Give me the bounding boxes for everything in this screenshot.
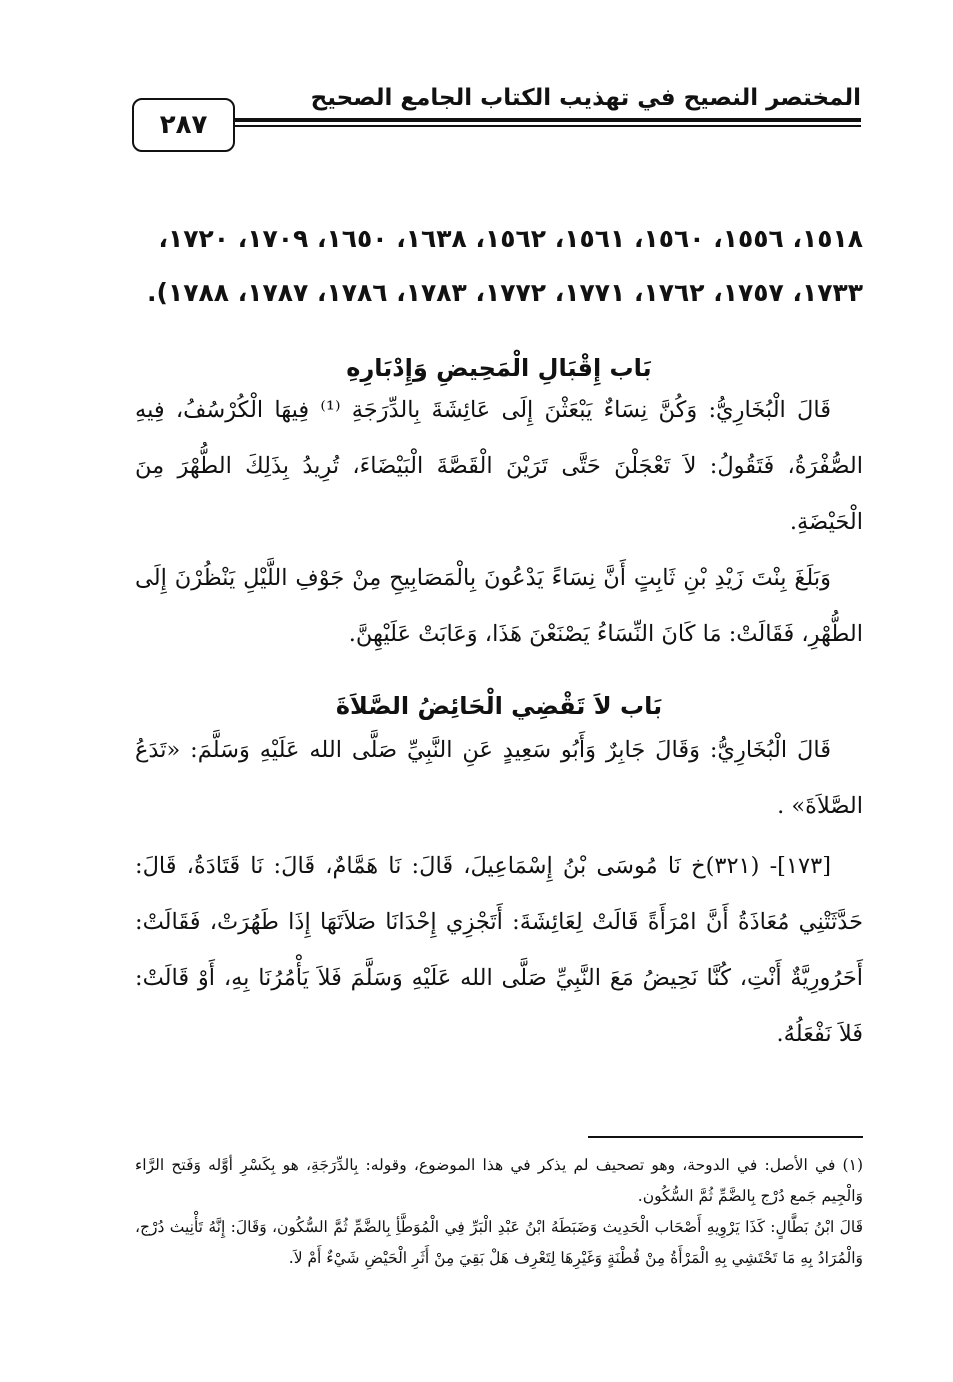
header-rule-thin: [235, 125, 861, 127]
chapter-heading: بَاب لاَ تَقْضِي الْحَائِضُ الصَّلاَةَ: [335, 692, 663, 720]
hadith-paragraph: [١٧٣]- (٣٢١)خ نَا مُوسَى بْنُ إِسْمَاعِيلَ، قَالَ: نَا هَمَّامٌ، قَالَ: نَا قَتَادَةُ، قَالَ: حَدَّثَتْنِي مُعَاذَةُ أَنَّ امْرَأَةً قَالَتْ لِعَائِشَةَ: أَتَجْزِي إِحْدَانَا صَلاَتَهَا إِذَا طَهُرَتْ، فَقَالَتْ: أَحَرُورِيَّةٌ أَنْتِ، كُنَّا نَحِيضُ مَعَ النَّبِيِّ صَلَّى الله عَلَيْهِ وَسَلَّمَ فَلاَ يَأْمُرُنَا بِهِ، أَوْ قَالَتْ: فَلاَ نَفْعَلُهُ.: [135, 853, 863, 1047]
reference-list: [135, 212, 863, 320]
section-body: [135, 382, 863, 662]
section-body: [135, 722, 863, 1062]
reference-line: ١٧٣٣، ١٧٥٧، ١٧٦٢، ١٧٧١، ١٧٧٢، ١٧٨٣، ١٧٨٦، ١٧٨٧، ١٧٨٨).: [147, 278, 863, 307]
reference-line: ١٥١٨، ١٥٥٦، ١٥٦٠، ١٥٦١، ١٥٦٢، ١٦٣٨، ١٦٥٠، ١٧٠٩، ١٧٢٠،: [158, 224, 863, 253]
footnotes: [135, 1150, 863, 1274]
footnote: قَالَ ابْنُ بَطَّالٍ: كَذَا يَرْوِيهِ أَصْحَاب الْحَدِيث وَضَبَطَهُ ابْنُ عَبْدِ الْبَرِّ فِي الْمُوَطَّأِ بِالضَّمِّ ثُمَّ السُّكُون، وَقَالَ: إِنَّهُ تَأْنِيث دُرْج، وَالْمُرَادُ بِهِ مَا تَحْتَشِي بِهِ الْمَرْأَةُ مِنْ قُطْنَةٍ وَغَيْرِهَا لِتَعْرِف هَلْ بَقِيَ مِنْ أَثَرِ الْحَيْضِ شَيْءٌ أَمْ لاَ.: [135, 1218, 863, 1267]
footnote: (١) في الأصل: في الدوحة، وهو تصحيف لم يذكر في هذا الموضوع، وقوله: بِالدِّرَجَةِ، هو بِكَسْرِ أوَّله وَفَتح الرَّاء وَالْجِيم جَمع دُرْج بِالضَّمِّ ثُمَّ السُّكُون.: [135, 1156, 863, 1205]
footnote-divider: [588, 1136, 863, 1138]
header-rule: [235, 118, 861, 122]
paragraph: وَبَلَغَ بِنْتَ زَيْدِ بْنِ ثَابِتٍ أَنَّ نِسَاءً يَدْعُونَ بِالْمَصَابِيحِ مِنْ جَوْفِ اللَّيْلِ يَنْظُرْنَ إِلَى الطُّهْرِ، فَقَالَتْ: مَا كَانَ النِّسَاءُ يَصْنَعْنَ هَذَا، وَعَابَتْ عَلَيْهِنَّ.: [135, 565, 863, 647]
paragraph: قَالَ الْبُخَارِيُّ: وَكُنَّ نِسَاءٌ يَبْعَثْنَ إِلَى عَائِشَةَ بِالدِّرَجَةِ ⁽¹⁾ فِيهَا الْكُرْسُفُ، فِيهِ الصُّفْرَةُ، فَتَقُولُ: لاَ تَعْجَلْنَ حَتَّى تَرَيْنَ الْقَصَّةَ الْبَيْضَاءَ، تُرِيدُ بِذَلِكَ الطُّهْرَ مِنَ الْحَيْضَةِ.: [135, 397, 863, 535]
paragraph: قَالَ الْبُخَارِيُّ: وَقَالَ جَابِرٌ وَأَبُو سَعِيدٍ عَنِ النَّبِيِّ صَلَّى الله عَلَيْهِ وَسَلَّمَ: «تَدَعُ الصَّلاَةَ» .: [135, 737, 863, 819]
running-title: المختصر النصيح في تهذيب الكتاب الجامع الصحيح: [310, 85, 861, 111]
chapter-heading: بَاب إِقْبَالِ الْمَحِيضِ وَإِدْبَارِهِ: [346, 354, 652, 382]
page-number: ٢٨٧: [132, 98, 235, 152]
